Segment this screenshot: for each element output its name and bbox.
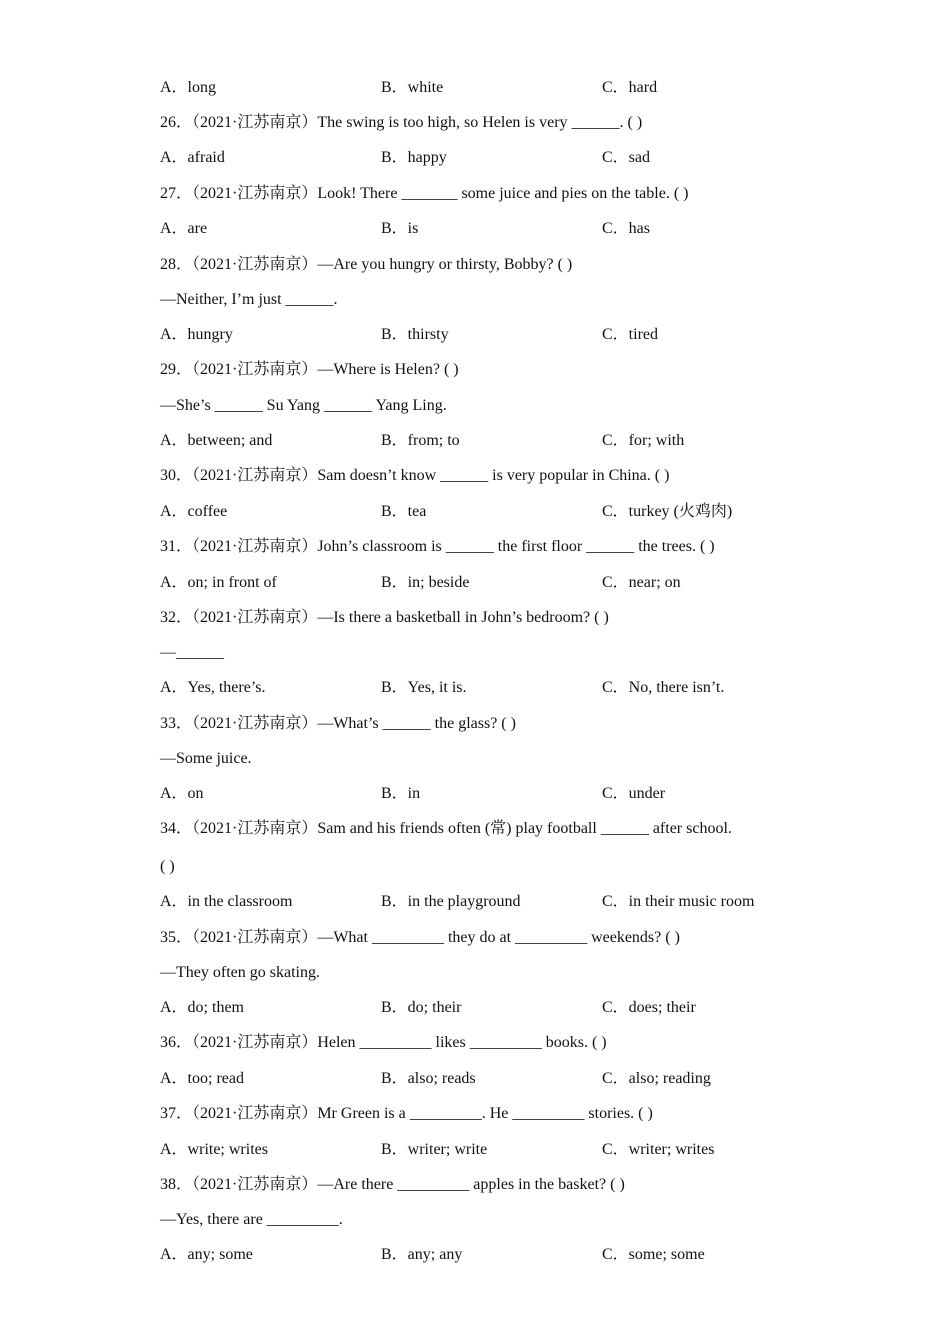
option-c: C．under [602,785,666,802]
question-33-options [160,784,800,804]
question-37-options [160,1140,800,1160]
question-33-answer-line: —Some juice. [160,750,252,767]
option-c: C．writer; writes [602,1141,715,1158]
question-35-text: 35．（2021·江苏南京）—What _________ they do at _________ weekends? ( ) [160,929,680,946]
option-b: B．happy [381,149,447,166]
option-c: C．does; their [602,999,696,1016]
question-31-text: 31．（2021·江苏南京）John’s classroom is ______ the first floor ______ the trees. ( ) [160,538,715,555]
question-34-options [160,892,800,912]
question-33-text: 33．（2021·江苏南京）—What’s ______ the glass? ( ) [160,715,516,732]
question-26-text: 26．（2021·江苏南京）The swing is too high, so Helen is very ______. ( ) [160,114,643,131]
option-a: A．coffee [160,503,228,520]
option-c: C．for; with [602,432,685,449]
option-a: A．afraid [160,149,225,166]
option-c: C．hard [602,79,658,96]
question-30-options [160,502,800,522]
option-b: B．is [381,220,419,237]
option-a: A．on [160,785,204,802]
option-c: C．in their music room [602,893,755,910]
option-c: C．has [602,220,651,237]
question-32-answer-line: —______ [160,644,224,661]
question-31-options [160,573,800,593]
question-37-text: 37．（2021·江苏南京）Mr Green is a _________. He _________ stories. ( ) [160,1105,653,1122]
option-c: C．tired [602,326,658,343]
option-c: C．No, there isn’t. [602,679,725,696]
option-a: A．write; writes [160,1141,268,1158]
option-c: C．some; some [602,1246,705,1263]
question-35-answer-line: —They often go skating. [160,964,320,981]
option-b: B．any; any [381,1246,463,1263]
question-36-options [160,1069,800,1089]
option-a: A．are [160,220,208,237]
option-c: C．turkey (火鸡肉) [602,503,733,520]
option-b: B．in; beside [381,574,470,591]
question-29-text: 29．（2021·江苏南京）—Where is Helen? ( ) [160,361,459,378]
option-b: B．in [381,785,421,802]
question-28-text: 28．（2021·江苏南京）—Are you hungry or thirsty, Bobby? ( ) [160,256,573,273]
option-b: B．do; their [381,999,462,1016]
option-a: A．hungry [160,326,233,343]
question-32-text: 32．（2021·江苏南京）—Is there a basketball in John’s bedroom? ( ) [160,609,609,626]
option-b: B．writer; write [381,1141,488,1158]
question-27-text: 27．（2021·江苏南京）Look! There _______ some juice and pies on the table. ( ) [160,185,689,202]
question-34-answer-line: ( ) [160,858,175,875]
option-a: A．too; read [160,1070,244,1087]
question-36-text: 36．（2021·江苏南京）Helen _________ likes _________ books. ( ) [160,1034,607,1051]
option-b: B．also; reads [381,1070,476,1087]
question-32-options [160,678,800,698]
option-c: C．also; reading [602,1070,711,1087]
question-38-text: 38．（2021·江苏南京）—Are there _________ apples in the basket? ( ) [160,1176,625,1193]
option-a: A．long [160,79,217,96]
option-b: B．thirsty [381,326,449,343]
question-29-answer-line: —She’s ______ Su Yang ______ Yang Ling. [160,397,447,414]
option-a: A．do; them [160,999,244,1016]
question-34-text: 34．（2021·江苏南京）Sam and his friends often (常) play football ______ after school. [160,820,732,837]
option-c: C．sad [602,149,651,166]
option-b: B．Yes, it is. [381,679,467,696]
option-b: B．tea [381,503,427,520]
question-28-options [160,325,800,345]
question-38-options [160,1245,800,1265]
question-26-options [160,148,800,168]
option-a: A．Yes, there’s. [160,679,266,696]
option-b: B．in the playground [381,893,521,910]
option-a: A．between; and [160,432,273,449]
question-35-options [160,998,800,1018]
option-c: C．near; on [602,574,681,591]
question-27-options [160,219,800,239]
question-38-answer-line: —Yes, there are _________. [160,1211,343,1228]
question-28-answer-line: —Neither, I’m just ______. [160,291,338,308]
option-a: A．on; in front of [160,574,277,591]
option-a: A．in the classroom [160,893,293,910]
question-29-options [160,431,800,451]
option-a: A．any; some [160,1246,253,1263]
option-b: B．white [381,79,444,96]
question-30-text: 30．（2021·江苏南京）Sam doesn’t know ______ is very popular in China. ( ) [160,467,670,484]
option-b: B．from; to [381,432,460,449]
prev-question-options [160,78,800,98]
